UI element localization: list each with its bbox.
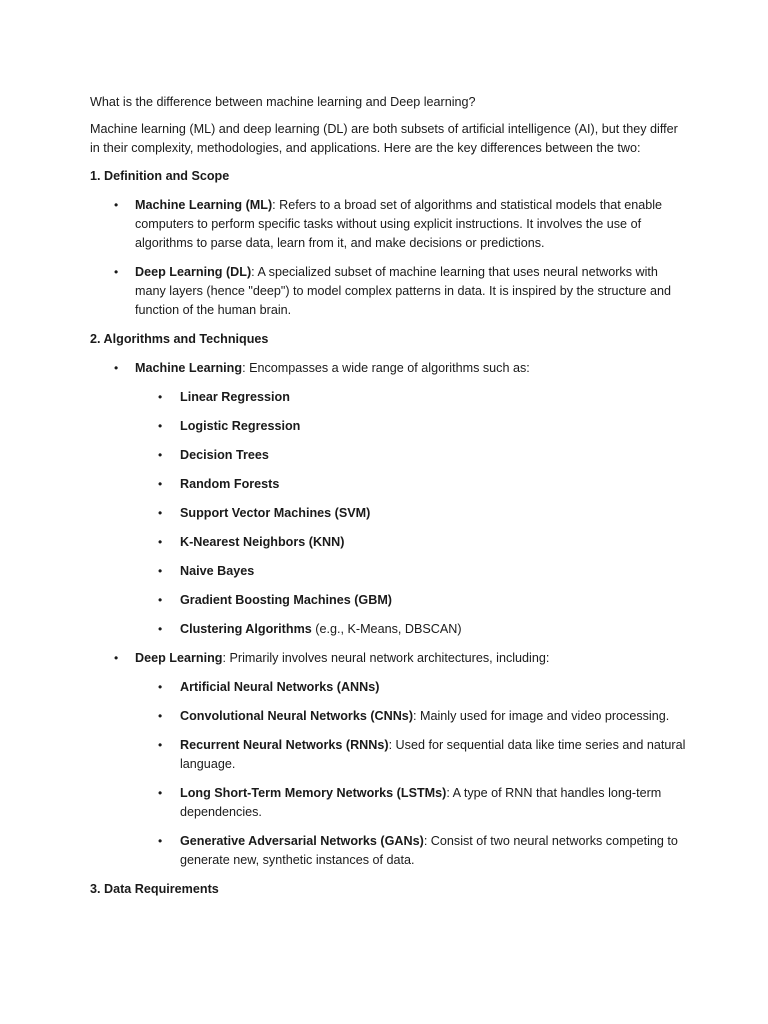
list-item-text: : A specialized subset of machine learning that uses neural networks with many layers (hence "deep") to model complex patterns in data. It is inspired by the structure and function of the human brain. bbox=[135, 265, 672, 317]
list-item bbox=[90, 196, 690, 253]
sub-list-item-term: Naive Bayes bbox=[180, 564, 255, 578]
sub-list-item-text: : Mainly used for image and video processing. bbox=[413, 709, 670, 723]
sub-list-item-term: Long Short-Term Memory Networks (LSTMs) bbox=[180, 786, 447, 800]
bullet-icon: • bbox=[158, 448, 163, 462]
bullet-icon: • bbox=[158, 564, 163, 578]
bullet-icon: • bbox=[158, 506, 163, 520]
sub-list-item-term: Linear Regression bbox=[180, 390, 290, 404]
bullet-icon: • bbox=[158, 535, 163, 549]
list-item-text: : Encompasses a wide range of algorithms such as: bbox=[242, 361, 530, 375]
sub-list-item-term: Recurrent Neural Networks (RNNs) bbox=[180, 738, 389, 752]
sub-list-item-term: Convolutional Neural Networks (CNNs) bbox=[180, 709, 414, 723]
sub-list-item bbox=[90, 832, 690, 870]
sub-list-item bbox=[90, 620, 690, 639]
sub-list-item bbox=[90, 707, 690, 726]
list-item-text: : Refers to a broad set of algorithms and statistical models that enable computers to perform specific tasks without using explicit instructions. It involves the use of algorithms to parse data, learn from it, and make decisions or predictions. bbox=[135, 198, 663, 250]
sub-list-item bbox=[90, 475, 690, 494]
sub-list-item bbox=[90, 446, 690, 465]
sub-list-item-term: Generative Adversarial Networks (GANs) bbox=[180, 834, 424, 848]
sub-list-item bbox=[90, 504, 690, 523]
sub-list-item bbox=[90, 388, 690, 407]
sub-list-item-term: Gradient Boosting Machines (GBM) bbox=[180, 593, 393, 607]
list-item-term: Deep Learning bbox=[135, 651, 223, 665]
section-heading-definition: 1. Definition and Scope bbox=[90, 169, 230, 183]
bullet-icon: • bbox=[158, 390, 163, 404]
list-item-term: Deep Learning (DL) bbox=[135, 265, 252, 279]
bullet-icon: • bbox=[158, 622, 163, 636]
question-text: What is the difference between machine learning and Deep learning? bbox=[90, 95, 476, 109]
bullet-icon: • bbox=[114, 361, 119, 375]
bullet-icon: • bbox=[158, 786, 163, 800]
bullet-icon: • bbox=[158, 834, 163, 848]
sub-list-item-term: K-Nearest Neighbors (KNN) bbox=[180, 535, 345, 549]
sub-list-item-term: Random Forests bbox=[180, 477, 280, 491]
list-item-term: Machine Learning bbox=[135, 361, 243, 375]
bullet-icon: • bbox=[158, 593, 163, 607]
bullet-icon: • bbox=[114, 265, 119, 279]
list-item bbox=[90, 263, 690, 320]
sub-list-item-text: (e.g., K-Means, DBSCAN) bbox=[311, 622, 462, 636]
section-heading-data-requirements: 3. Data Requirements bbox=[90, 882, 219, 896]
list-item-text: : Primarily involves neural network architectures, including: bbox=[222, 651, 550, 665]
sub-list-item-term: Artificial Neural Networks (ANNs) bbox=[180, 680, 380, 694]
bullet-icon: • bbox=[158, 709, 163, 723]
sub-list-item bbox=[90, 784, 690, 822]
sub-list-item bbox=[90, 533, 690, 552]
bullet-icon: • bbox=[114, 651, 119, 665]
list-item bbox=[90, 359, 690, 378]
sub-list-item-term: Support Vector Machines (SVM) bbox=[180, 506, 371, 520]
intro-paragraph: Machine learning (ML) and deep learning (DL) are both subsets of artificial intelligence (AI), but they differ in their complexity, methodologies, and applications. Here are the key differences between the two: bbox=[90, 122, 678, 155]
sub-list-item-text: : Used for sequential data like time series and natural language. bbox=[180, 738, 686, 771]
sub-list-item bbox=[90, 562, 690, 581]
sub-list-item bbox=[90, 736, 690, 774]
sub-list-item bbox=[90, 678, 690, 697]
document-body bbox=[90, 93, 690, 909]
bullet-icon: • bbox=[158, 419, 163, 433]
bullet-icon: • bbox=[114, 198, 119, 212]
sub-list-item-term: Decision Trees bbox=[180, 448, 269, 462]
bullet-icon: • bbox=[158, 680, 163, 694]
sub-list-item-text: : Consist of two neural networks competing to generate new, synthetic instances of data. bbox=[180, 834, 678, 867]
sub-list-item-text: : A type of RNN that handles long-term dependencies. bbox=[180, 786, 662, 819]
bullet-icon: • bbox=[158, 477, 163, 491]
list-item bbox=[90, 649, 690, 668]
sub-list-item-term: Clustering Algorithms bbox=[180, 622, 312, 636]
bullet-icon: • bbox=[158, 738, 163, 752]
sub-list-item bbox=[90, 591, 690, 610]
sub-list-item-term: Logistic Regression bbox=[180, 419, 301, 433]
list-item-term: Machine Learning (ML) bbox=[135, 198, 273, 212]
sub-list-item bbox=[90, 417, 690, 436]
section-heading-algorithms: 2. Algorithms and Techniques bbox=[90, 332, 269, 346]
